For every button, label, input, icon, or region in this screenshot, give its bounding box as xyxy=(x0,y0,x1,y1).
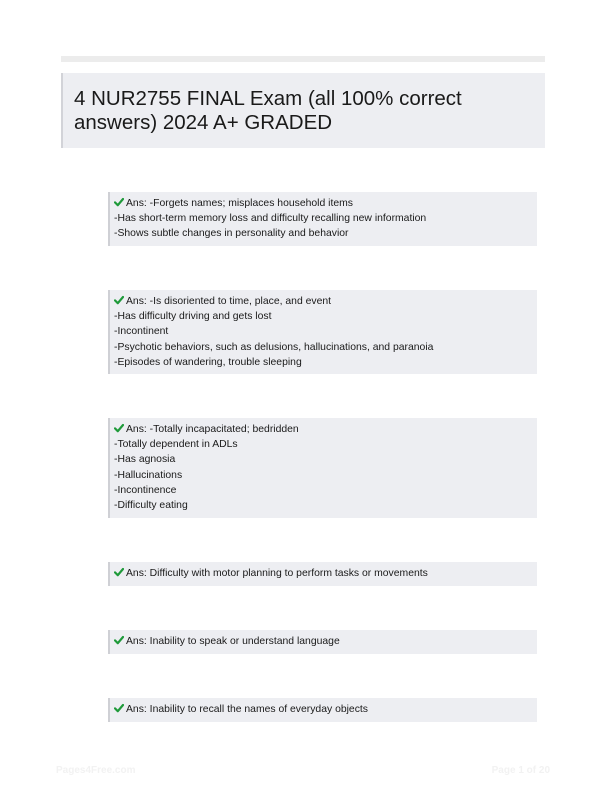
answer-line: -Has agnosia xyxy=(114,454,176,466)
footer-site: Pages4Free.com xyxy=(56,765,136,776)
check-icon xyxy=(114,567,124,577)
answer-line: -Psychotic behaviors, such as delusions, hallucinations, and paranoia xyxy=(114,341,434,353)
answer-line: -Totally dependent in ADLs xyxy=(114,439,238,451)
answer-box xyxy=(108,418,537,518)
answer-line: Ans: Inability to speak or understand language xyxy=(114,634,537,649)
answer-box xyxy=(108,562,537,586)
check-icon xyxy=(114,703,124,713)
answer-line: -Has difficulty driving and gets lost xyxy=(114,311,272,323)
top-divider xyxy=(61,56,545,62)
answer-box xyxy=(108,192,537,246)
answer-line: -Episodes of wandering, trouble sleeping xyxy=(114,356,302,368)
answer-line: -Shows subtle changes in personality and behavior xyxy=(114,228,349,240)
check-icon xyxy=(114,197,124,207)
answer-line: -Has short-term memory loss and difficulty recalling new information xyxy=(114,213,427,225)
answer-line: Ans: Inability to recall the names of everyday objects xyxy=(114,702,537,717)
answer-line: Ans: -Totally incapacitated; bedridden xyxy=(114,422,537,437)
check-icon xyxy=(114,423,124,433)
answer-line: Ans: -Forgets names; misplaces household items xyxy=(114,196,537,211)
check-icon xyxy=(114,635,124,645)
check-icon xyxy=(114,295,124,305)
answer-box xyxy=(108,698,537,722)
title-box xyxy=(61,73,545,148)
page-title: 4 NUR2755 FINAL Exam (all 100% correct answers) 2024 A+ GRADED xyxy=(74,87,462,134)
answer-line: -Incontinent xyxy=(114,326,169,338)
footer-page-number: Page 1 of 20 xyxy=(491,765,550,776)
answer-line: -Difficulty eating xyxy=(114,500,188,512)
answer-line: -Incontinence xyxy=(114,484,177,496)
answer-line: -Hallucinations xyxy=(114,469,183,481)
answer-line: Ans: -Is disoriented to time, place, and event xyxy=(114,294,537,309)
answer-line: Ans: Difficulty with motor planning to perform tasks or movements xyxy=(114,566,537,581)
answer-box xyxy=(108,290,537,374)
answer-box xyxy=(108,630,537,654)
